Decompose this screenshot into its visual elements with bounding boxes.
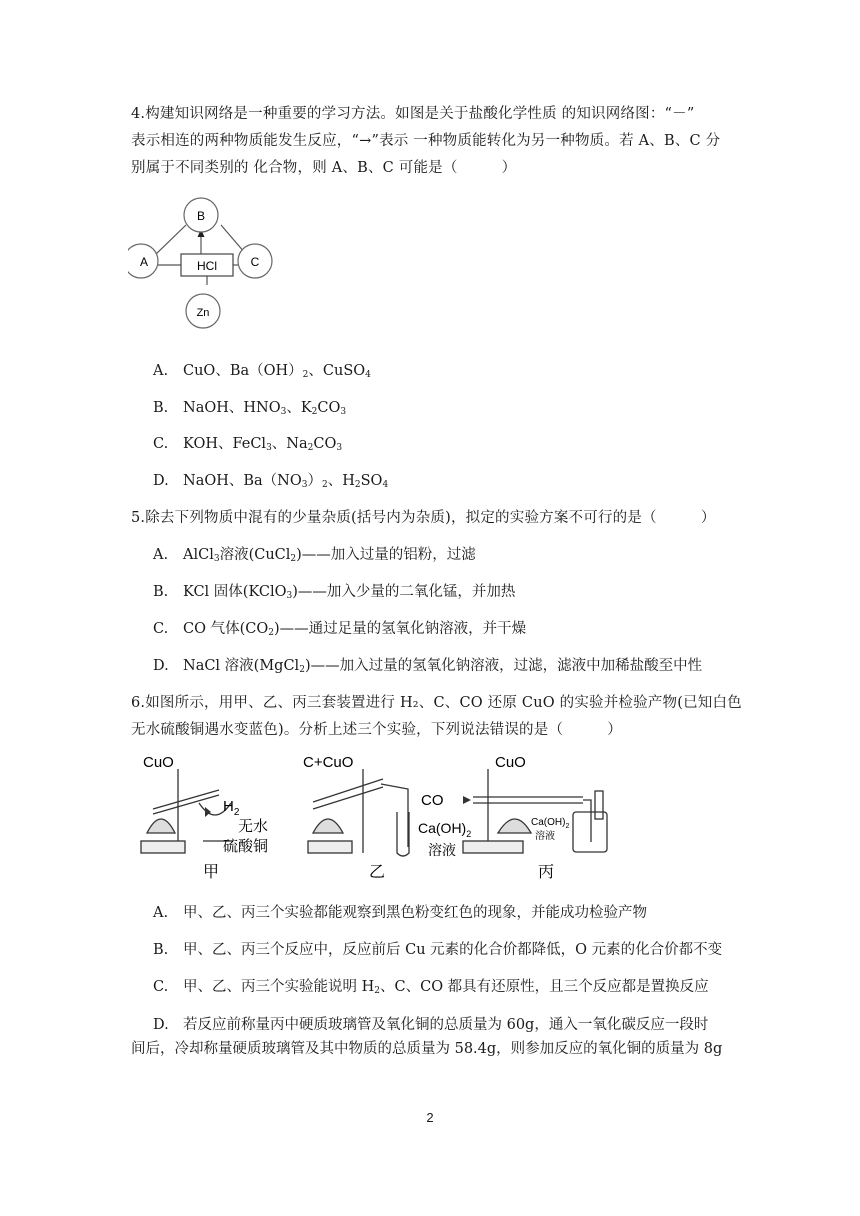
jia-name: 甲 — [203, 864, 220, 881]
q4-option-b[interactable]: B. NaOH、$HNO_3$、$K_2CO_3$ — [153, 400, 347, 417]
co-inlet-arrow — [463, 796, 471, 804]
q5-option-b[interactable]: B. KCl 固体(KClO$_3$)——加入少量的二氧化锰，并加热 — [153, 584, 516, 601]
page-number: 2 — [426, 1110, 434, 1125]
q6-option-b[interactable]: B. 甲、乙、丙三个反应中，反应前后 Cu 元素的化合价都降低，O 元素的化合价都不变 — [153, 942, 723, 958]
yi-name: 乙 — [369, 864, 386, 881]
q5-option-d[interactable]: D. NaCl 溶液(MgCl$_2$)——加入过量的氢氧化钠溶液，过滤，滤液中加稀盐酸至中性 — [153, 658, 703, 675]
bing-label-2: 溶液 — [535, 831, 555, 842]
q6-stem-line2: 无水硫酸铜遇水变蓝色)。分析上述三个实验，下列说法错误的是（ ） — [131, 722, 622, 738]
q4-stem-line1: 4.构建知识网络是一种重要的学习方法。如图是关于盐酸化学性质 的知识网络图：“－” — [131, 106, 695, 122]
q5-option-a[interactable]: A. AlCl$_3$溶液(CuCl$_2$)——加入过量的铝粉，过滤 — [153, 547, 476, 564]
yi-label-2: 溶液 — [428, 842, 456, 858]
jia-gas-label: $H_2$ — [223, 798, 240, 818]
q4-option-c[interactable]: C. KOH、FeCl$_3$、$Na_2CO_3$ — [153, 436, 343, 453]
q6-option-c[interactable]: C. 甲、乙、丙三个实验能说明 $H_2$、C、CO 都具有还原性，且三个反应都是置换反应 — [153, 979, 709, 996]
node-a-label: A — [139, 255, 149, 269]
jia-label-1: 无水 — [238, 818, 269, 835]
q4-stem-line3: 别属于不同类别的 化合物，则 A、B、C 可能是（ ） — [131, 160, 517, 176]
node-hcl-label: HCl — [197, 259, 217, 273]
q4-stem-line2: 表示相连的两种物质能发生反应，“→”表示 一种物质能转化为另一种物质。若 A、B、C 分 — [131, 133, 721, 149]
q4-option-a[interactable]: A. CuO、$Ba(OH)_2$、CuSO$_4$ — [153, 363, 371, 380]
q4-knowledge-network-diagram — [128, 193, 298, 333]
node-c-label: C — [250, 255, 260, 269]
q6-option-a[interactable]: A. 甲、乙、丙三个实验都能观察到黑色粉变红色的现象，并能成功检验产物 — [153, 905, 647, 921]
h2-inlet-arrow — [205, 807, 211, 817]
q6-option-d-line2: 间后，冷却称量硬质玻璃管及其中物质的总质量为 58.4g，则参加反应的氧化铜的质量为 8g — [131, 1041, 723, 1057]
yi-reagent-label: C+CuO — [303, 757, 354, 771]
bing-name: 丙 — [538, 864, 555, 881]
q5-option-c[interactable]: C. CO 气体$(CO_2)——$通过足量的氢氧化钠溶液，并干燥 — [153, 621, 527, 638]
q6-stem-line1: 6.如图所示，用甲、乙、丙三套装置进行 H₂、C、CO 还原 CuO 的实验并检验产物(已知白色 — [131, 695, 742, 711]
q5-stem-line1: 5.除去下列物质中混有的少量杂质(括号内为杂质)，拟定的实验方案不可行的是（ ） — [131, 510, 716, 526]
node-b-label: B — [196, 209, 206, 223]
bing-label-1: $Ca(OH)_2$ — [531, 817, 570, 830]
jia-reagent-label: CuO — [143, 757, 174, 771]
q4-option-d[interactable]: D. NaOH、$Ba(NO_3)_2$、$H_2SO_4$ — [153, 473, 389, 490]
bing-gas-label: CO — [421, 792, 444, 809]
bing-reagent-label: CuO — [495, 757, 526, 771]
jia-label-2: 硫酸铜 — [223, 838, 269, 855]
yi-label-1: $Ca(OH)_2$ — [418, 820, 472, 839]
q6-option-d[interactable]: D. 若反应前称量丙中硬质玻璃管及氧化铜的总质量为 60g，通入一氧化碳反应一段时 — [153, 1017, 709, 1033]
node-zn-label: Zn — [196, 307, 210, 319]
q6-apparatus-figure — [133, 757, 633, 887]
